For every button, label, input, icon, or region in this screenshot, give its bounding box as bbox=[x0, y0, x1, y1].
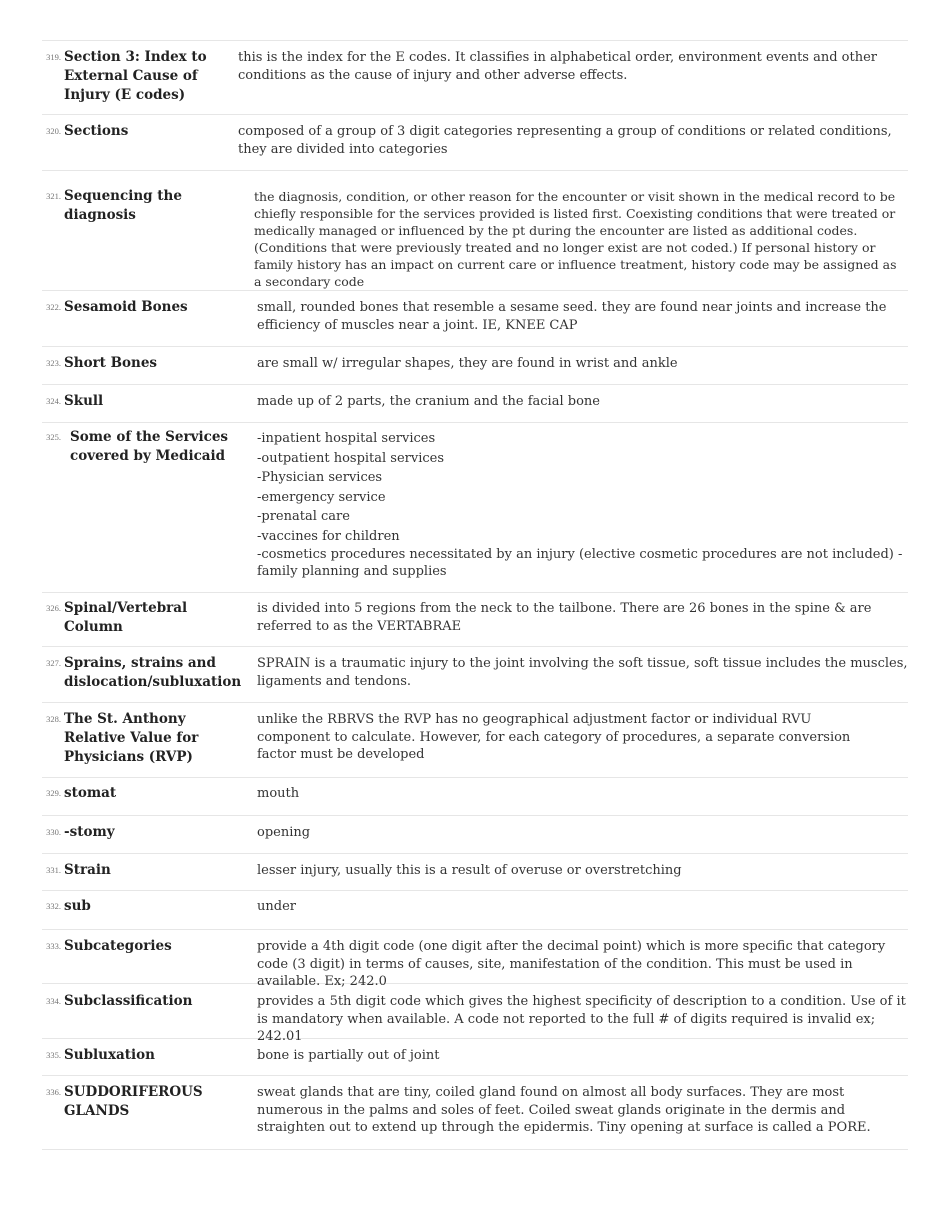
entry-term: Sprains, strains and dislocation/subluxation bbox=[64, 655, 242, 690]
glossary-entry bbox=[42, 890, 908, 929]
glossary-entry bbox=[42, 346, 908, 384]
entry-definition: small, rounded bones that resemble a sesame seed. they are found near joints and increase the efficiency of muscles near a joint. IE, KNEE CAP bbox=[257, 300, 887, 333]
glossary-entry bbox=[42, 114, 908, 170]
entry-definition: are small w/ irregular shapes, they are found in wrist and ankle bbox=[257, 356, 678, 371]
definition-line: -emergency service bbox=[257, 489, 386, 505]
entry-term: Sesamoid Bones bbox=[64, 299, 188, 315]
entry-number: 329. bbox=[46, 788, 61, 798]
entry-definition: lesser injury, usually this is a result of overuse or overstretching bbox=[257, 863, 682, 878]
entry-number: 325. bbox=[46, 432, 61, 442]
glossary-entry bbox=[42, 983, 908, 1044]
definition-line: -prenatal care bbox=[257, 509, 350, 524]
entry-definition: the diagnosis, condition, or other reason for the encounter or visit shown in the medical record to be chiefly responsible for the services provided is listed first. Coexisting conditions that were treated or medically managed or influenced by the pt during the encounter are listed as additional codes. (Conditions that were previously treated and no longer exist are not coded.) If personal history or family history has an impact on current care or influence treatment, history code may be assigned as a secondary code bbox=[254, 189, 897, 289]
entry-term: Sections bbox=[64, 123, 129, 139]
glossary-entry bbox=[42, 592, 908, 646]
glossary-entry bbox=[42, 384, 908, 422]
entry-number: 326. bbox=[46, 603, 61, 613]
entry-number: 330. bbox=[46, 827, 61, 837]
entry-number: 328. bbox=[46, 714, 61, 724]
entry-definition bbox=[257, 428, 908, 580]
entry-number: 323. bbox=[46, 358, 61, 368]
entry-term: Section 3: Index to External Cause of Injury (E codes) bbox=[64, 49, 207, 103]
entry-term: Short Bones bbox=[64, 355, 158, 371]
entry-term: Subclassification bbox=[64, 993, 193, 1009]
glossary-entry bbox=[42, 646, 908, 702]
entry-number: 333. bbox=[46, 941, 61, 951]
entry-term: sub bbox=[64, 898, 91, 914]
glossary-entry bbox=[42, 422, 908, 592]
entry-term: SUDDORIFEROUS GLANDS bbox=[64, 1084, 203, 1119]
glossary-entry bbox=[42, 290, 908, 346]
entry-definition: unlike the RBRVS the RVP has no geographical adjustment factor or individual RVU component to calculate. However, for each category of procedures, a separate conversion factor must be developed bbox=[257, 712, 851, 762]
glossary-entry bbox=[42, 777, 908, 815]
glossary-entry bbox=[42, 929, 908, 989]
entry-term: Sequencing the diagnosis bbox=[64, 188, 182, 223]
entry-term: Skull bbox=[64, 393, 104, 409]
entry-definition: SPRAIN is a traumatic injury to the joint involving the soft tissue, soft tissue includes the muscles, ligaments and tendons. bbox=[257, 656, 908, 689]
entry-term: Subluxation bbox=[64, 1047, 155, 1063]
entry-definition: composed of a group of 3 digit categories representing a group of conditions or related conditions, they are divided into categories bbox=[238, 124, 892, 157]
definition-line: -Physician services bbox=[257, 470, 383, 485]
entry-number: 319. bbox=[46, 52, 61, 62]
entry-number: 321. bbox=[46, 191, 61, 201]
entry-definition: opening bbox=[257, 825, 311, 840]
glossary-entry bbox=[42, 40, 908, 114]
entry-number: 334. bbox=[46, 996, 61, 1006]
entry-number: 324. bbox=[46, 396, 61, 406]
entry-definition: under bbox=[257, 899, 296, 914]
entry-number: 322. bbox=[46, 302, 61, 312]
entry-definition: is divided into 5 regions from the neck to the tailbone. There are 26 bones in the spine & are referred to as the VERTABRAE bbox=[257, 601, 872, 634]
entry-number: 332. bbox=[46, 901, 61, 911]
entry-number: 331. bbox=[46, 865, 61, 875]
entry-definition: mouth bbox=[257, 786, 300, 801]
definition-line: -vaccines for children bbox=[257, 528, 400, 544]
definition-line: -inpatient hospital services bbox=[257, 431, 436, 446]
entry-definition: made up of 2 parts, the cranium and the facial bone bbox=[257, 394, 600, 409]
entry-term: Spinal/Vertebral Column bbox=[64, 600, 188, 635]
entry-term: stomat bbox=[64, 785, 117, 801]
entry-definition: provides a 5th digit code which gives the highest specificity of description to a condition. Use of it is mandatory when available. A code not reported to the full # of digits required is invalid ex; 242.01 bbox=[257, 994, 906, 1044]
glossary-entry bbox=[42, 1075, 908, 1150]
entry-number: 327. bbox=[46, 658, 61, 668]
entry-definition: sweat glands that are tiny, coiled gland found on almost all body surfaces. They are most numerous in the palms and soles of feet. Coiled sweat glands originate in the dermis and straighten out to extend up through the epidermis. Tiny opening at surface is called a PORE. bbox=[257, 1085, 871, 1135]
entry-term: -stomy bbox=[64, 824, 115, 840]
definition-line: -cosmetics procedures necessitated by an injury (elective cosmetic procedures are not included) -family planning and supplies bbox=[257, 547, 903, 579]
entry-term: Some of the Services covered by Medicaid bbox=[70, 429, 229, 464]
glossary-entry bbox=[42, 853, 908, 890]
glossary-entry bbox=[42, 815, 908, 853]
entry-definition: bone is partially out of joint bbox=[257, 1048, 440, 1063]
definition-line: -outpatient hospital services bbox=[257, 450, 445, 466]
glossary-list bbox=[42, 40, 908, 1150]
entry-number: 335. bbox=[46, 1050, 61, 1060]
entry-number: 336. bbox=[46, 1087, 61, 1097]
entry-term: The St. Anthony Relative Value for Physicians (RVP) bbox=[64, 711, 199, 765]
glossary-entry bbox=[42, 702, 908, 777]
entry-definition: provide a 4th digit code (one digit after the decimal point) which is more specific that category code (3 digit) in terms of causes, site, manifestation of the condition. This must be used in available. Ex; 242.0 bbox=[257, 939, 886, 989]
entry-term: Subcategories bbox=[64, 938, 172, 954]
entry-term: Strain bbox=[64, 862, 111, 878]
glossary-entry bbox=[42, 170, 908, 290]
entry-number: 320. bbox=[46, 126, 61, 136]
entry-definition: this is the index for the E codes. It classifies in alphabetical order, environment events and other conditions as the cause of injury and other adverse effects. bbox=[238, 50, 877, 83]
